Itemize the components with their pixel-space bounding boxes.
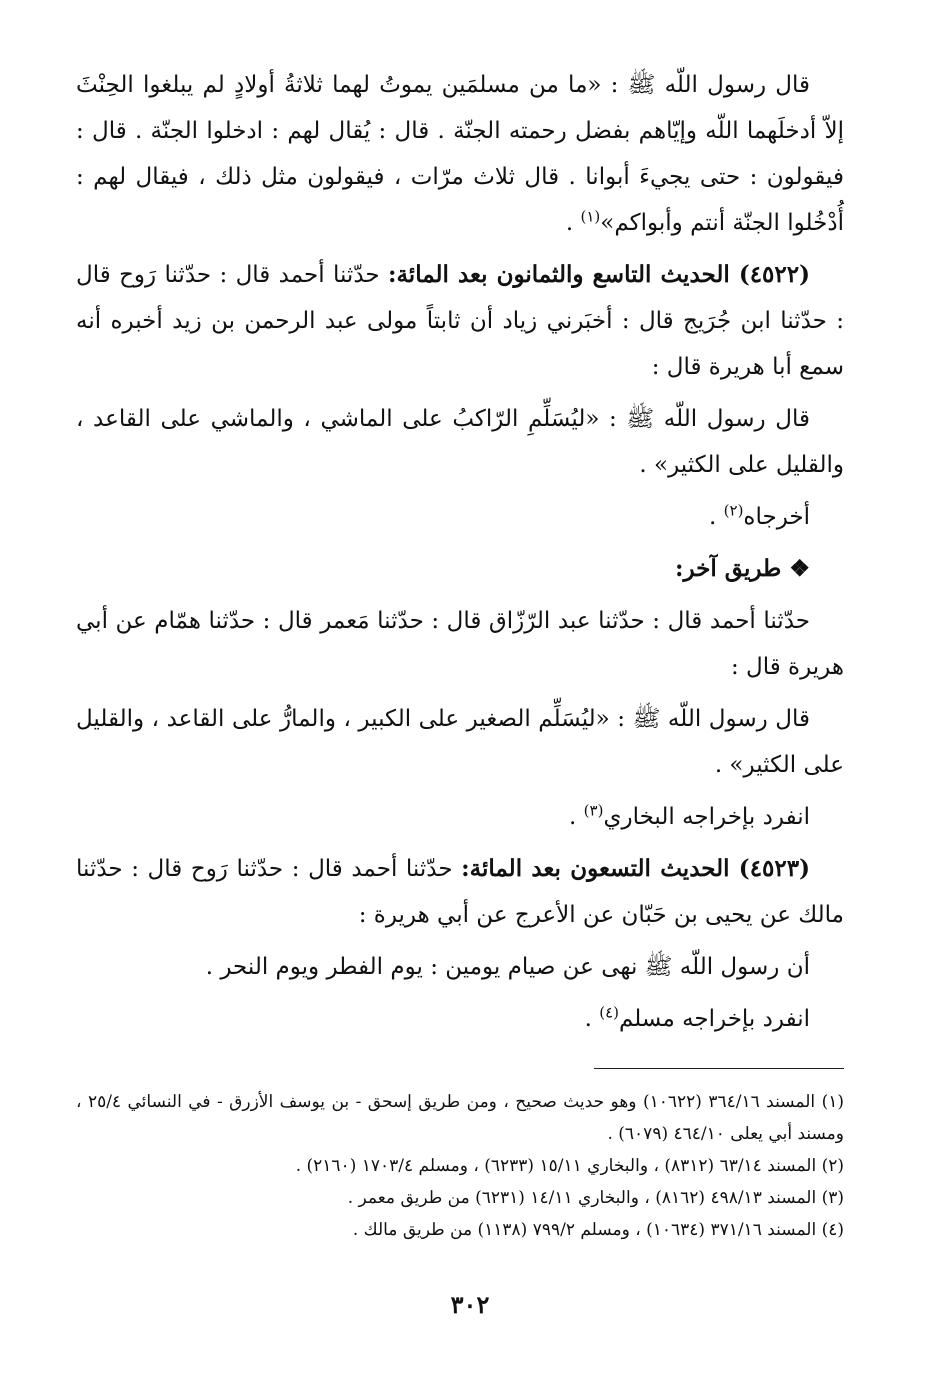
footnote-divider: [594, 1068, 844, 1069]
main-text: [76, 62, 844, 1048]
hadith-4523-takhrij: انفرد بإخراجه مسلم$^{(٤)}$ .: [584, 1003, 810, 1032]
another-route-heading: ❖ طريق آخر:: [674, 555, 810, 582]
hadith-4523-heading: (٤٥٢٣) الحديث التسعون بعد المائة:: [461, 855, 810, 882]
footnote-3: (٣) المسند ٤٩٨/١٣ (٨١٦٢) ، والبخاري ١٤/١١ (٦٢٣١) من طريق معمر .: [347, 1188, 844, 1208]
hadith-4522-chain: (٤٥٢٢) الحديث التاسع والثمانون بعد المائة: حدّثنا أحمد قال : حدّثنا رَوح قال : حدّثنا ابن جُرَيج قال : أخبَرني زياد أن ثابتاً مولى عبد الرحمن بن زيد أخبره أنه سمع أبا هريرة قال :: [76, 261, 844, 380]
hadith-4523-chain: (٤٥٢٣) الحديث التسعون بعد المائة: حدّثنا أحمد قال : حدّثنا رَوح قال : حدّثنا مالك عن يحيى بن حَبّان عن الأعرج عن أبي هريرة :: [76, 855, 844, 928]
footnote-ref-3: (٣): [583, 801, 604, 820]
footnote-ref-1: (١): [580, 207, 601, 226]
footnote-1: (١) المسند ٣٦٤/١٦ (١٠٦٢٢) وهو حديث صحيح ، ومن طريق إسحق - بن يوسف الأزرق - في النسائي ٢٥/٤ ، ومسند أبي يعلى ٤٦٤/١٠ (٦٠٧٩) .: [76, 1092, 844, 1144]
hadith-4522-heading: (٤٥٢٢) الحديث التاسع والثمانون بعد المائة:: [387, 261, 811, 288]
another-route-chain: حدّثنا أحمد قال : حدّثنا عبد الرّزّاق قال : حدّثنا مَعمر قال : حدّثنا همّام عن أبي هريرة قال :: [76, 608, 844, 680]
hadith-4523-text: أن رسول اللّه ﷺ نهى عن صيام يومين : يوم الفطر ويوم النحر .: [205, 954, 810, 980]
footnotes: [76, 1086, 844, 1246]
hadith-4521-text: قال رسول اللّه ﷺ : «ما من مسلمَين يموتُ لهما ثلاثةُ أولادٍ لم يبلغوا الحِنْثَ إلاّ أدخلَهما اللّه وإيّاهم بفضل رحمته الجنّة . قال : يُقال لهم : ادخلوا الجنّة . قال : فيقولون : حتى يجيءَ أبوانا . قال ثلاث مرّات ، فيقولون مثل ذلك ، فيقال لهم : أُدْخُلوا الجنّة أنتم وأبواكم»$^{(١)}$ .: [76, 72, 844, 236]
hadith-4522-takhrij: أخرجاه$^{(٢)}$ .: [709, 501, 810, 530]
footnote-2: (٢) المسند ٦٣/١٤ (٨٣١٢) ، والبخاري ١٥/١١ (٦٢٣٣) ، ومسلم ١٧٠٣/٤ (٢١٦٠) .: [295, 1156, 844, 1176]
hadith-4522-text: قال رسول اللّه ﷺ : «ليُسَلِّمِ الرّاكبُ على الماشي ، والماشي على القاعد ، والقليل على الكثير» .: [76, 406, 844, 478]
footnote-ref-2: (٢): [723, 501, 744, 520]
another-route-takhrij: انفرد بإخراجه البخاري$^{(٣)}$ .: [569, 801, 810, 830]
another-route-text: قال رسول اللّه ﷺ : «ليُسَلِّم الصغير على الكبير ، والمارُّ على القاعد ، والقليل على الكثير» .: [76, 706, 844, 778]
footnote-4: (٤) المسند ٣٧١/١٦ (١٠٦٣٤) ، ومسلم ٧٩٩/٢ (١١٣٨) من طريق مالك .: [352, 1220, 844, 1240]
footnote-ref-4: (٤): [599, 1003, 619, 1022]
page-number: ٣٠٢: [450, 1290, 490, 1319]
